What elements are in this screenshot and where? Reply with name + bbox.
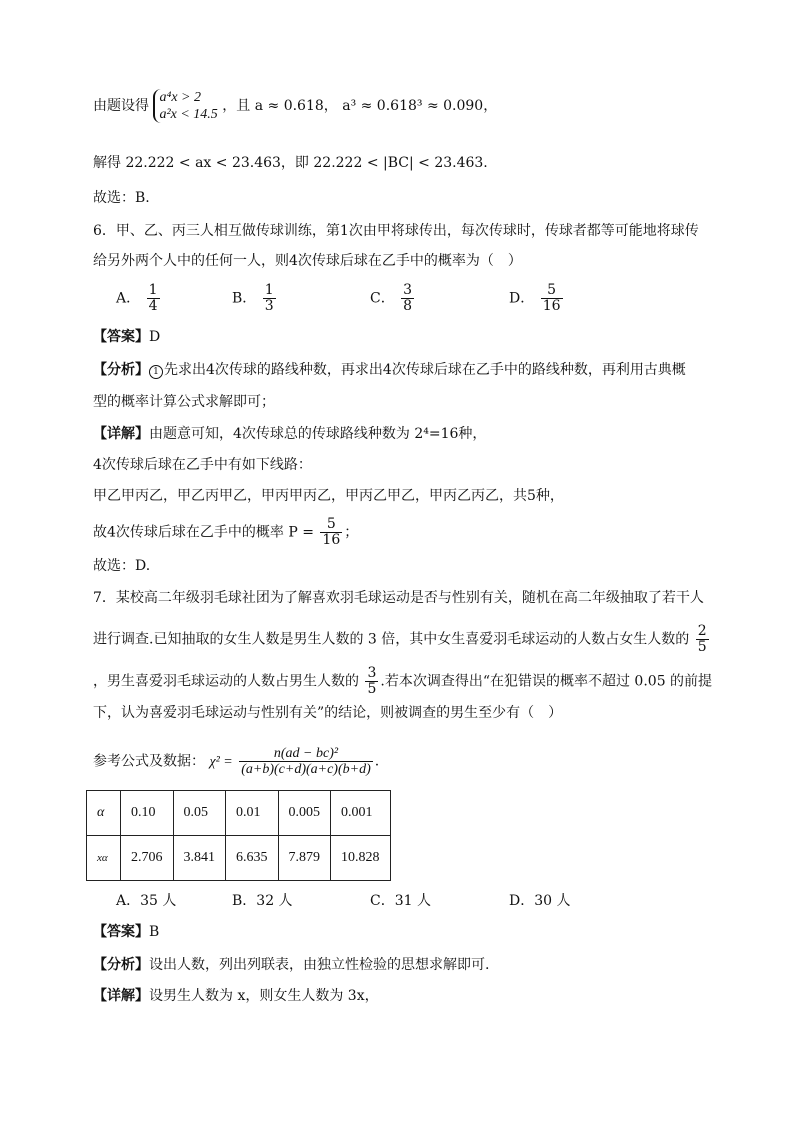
analysis-tag: 【分析】	[93, 362, 149, 378]
detail-tag: 【详解】	[93, 988, 149, 1004]
q5-choose: 故选：B.	[93, 190, 150, 206]
option-fraction: $\frac{1}{3}$	[264, 282, 274, 314]
q6-option-b	[232, 283, 278, 314]
detail-text: 设男生人数为 x，则女生人数为 3x，	[149, 988, 379, 1004]
table-cell: 0.001	[331, 791, 391, 836]
chi-square-fraction: $\frac{\text{n(ad − bc)²}}{(a+b)(c+d)(a+c)(b+d)}$	[241, 746, 371, 777]
q7-formula	[93, 746, 379, 777]
answer-tag: 【答案】	[93, 329, 149, 345]
analysis-tag: 【分析】	[93, 957, 149, 973]
table-cell: 3.841	[173, 836, 226, 881]
q5-system-line	[93, 89, 497, 123]
q7-detail	[93, 986, 379, 1006]
q7-option-d: D．30 人	[509, 893, 571, 909]
table-cell: 0.05	[173, 791, 226, 836]
stem-text: .若本次调查得出“在犯错误的概率不超过 0.05 的前提	[380, 673, 713, 690]
table-cell: 0.005	[278, 791, 331, 836]
option-fraction: $\frac{3}{8}$	[403, 282, 413, 314]
q5-intro: 由题设得	[93, 98, 149, 114]
option-fraction: $\frac{5}{16}$	[542, 282, 561, 314]
q6-stem-line-2: 给另外两个人中的任何一人，则4次传球后球在乙手中的概率为（ ）	[93, 253, 522, 269]
q5-sys-line-1: a⁴x > 2	[159, 90, 201, 105]
q6-answer	[93, 327, 160, 347]
detail-tag: 【详解】	[93, 426, 149, 442]
q6-option-a	[116, 283, 162, 314]
table-cell: 6.635	[226, 836, 279, 881]
table-cell: 7.879	[278, 836, 331, 881]
q7-option-c: C．31 人	[370, 893, 431, 909]
q6-analysis-line-2: 型的概率计算公式求解即可；	[93, 394, 275, 410]
option-label: B．	[232, 290, 257, 307]
answer-value: B	[149, 924, 160, 940]
option-label: C．	[370, 290, 395, 307]
critical-value-table	[86, 790, 391, 881]
q6-detail-line-4	[93, 517, 358, 548]
q6-option-c	[370, 283, 416, 314]
table-cell: 0.01	[226, 791, 279, 836]
q7-answer	[93, 922, 159, 942]
table-row	[87, 791, 391, 836]
table-cell: 2.706	[121, 836, 174, 881]
table-row	[87, 836, 391, 881]
q6-option-d	[509, 283, 565, 314]
q7-option-b: B．32 人	[232, 893, 293, 909]
formula-lhs: χ² =	[209, 754, 233, 770]
detail-text-end: ；	[344, 524, 359, 541]
analysis-text: 先求出4次传球的路线种数，再求出4次传球后球在乙手中的路线种数，再利用古典概	[164, 362, 686, 378]
table-cell: 0.10	[121, 791, 174, 836]
q6-detail-line-1	[93, 424, 486, 444]
q7-stem-line-3	[93, 666, 712, 697]
probability-fraction: $\frac{5}{16}$	[322, 516, 341, 548]
analysis-text: 设出人数，列出列联表，由独立性检验的思想求解即可.	[149, 957, 490, 973]
answer-value: D	[149, 329, 161, 345]
q6-detail-line-2: 4次传球后球在乙手中有如下线路：	[93, 457, 312, 473]
q7-option-a: A．35 人	[116, 893, 177, 909]
q6-analysis-line-1	[93, 360, 686, 380]
q5-condition: ，且 a ≈ 0.618， a³ ≈ 0.618³ ≈ 0.090，	[222, 98, 498, 114]
fraction-three-fifths: $\frac{3}{5}$	[367, 665, 377, 697]
q6-stem-line-1: 6．甲、乙、丙三人相互做传球训练，第1次由甲将球传出，每次传球时，传球者都等可能地将球传	[93, 223, 699, 239]
q7-stem-line-2	[93, 624, 711, 655]
stem-text: ，男生喜爱羽毛球运动的人数占男生人数的	[93, 673, 359, 690]
option-fraction: $\frac{1}{4}$	[148, 282, 158, 314]
q5-inequality-system	[153, 89, 217, 123]
q5-sys-line-2: a²x < 14.5	[159, 107, 218, 122]
detail-text: 由题意可知，4次传球总的传球路线种数为 2⁴=16种，	[149, 426, 487, 442]
q7-analysis	[93, 955, 489, 975]
stem-text: 进行调查.已知抽取的女生人数是男生人数的 3 倍，其中女生喜爱羽毛球运动的人数占女生人数的	[93, 631, 690, 648]
option-label: D．	[509, 290, 535, 307]
circled-number: 1	[149, 365, 163, 379]
answer-tag: 【答案】	[93, 924, 149, 940]
table-cell: xα	[87, 836, 121, 881]
formula-end: .	[374, 753, 380, 770]
q5-solve: 解得 22.222 < ax < 23.463，即 22.222 < |BC| < 23.463.	[93, 155, 488, 171]
table-cell: 10.828	[331, 836, 391, 881]
option-label: A．	[116, 290, 141, 307]
detail-text: 故4次传球后球在乙手中的概率 P =	[93, 524, 314, 541]
q7-stem-line-4: 下，认为喜爱羽毛球运动与性别有关”的结论，则被调查的男生至少有（ ）	[93, 705, 563, 721]
formula-intro: 参考公式及数据：	[93, 753, 205, 770]
q7-stem-line-1: 7．某校高二年级羽毛球社团为了解喜欢羽毛球运动是否与性别有关，随机在高二年级抽取了若干人	[93, 590, 704, 606]
fraction-two-fifths: $\frac{2}{5}$	[697, 623, 707, 655]
table-cell: α	[87, 791, 121, 836]
q6-choose: 故选：D.	[93, 558, 151, 574]
q6-detail-line-3: 甲乙甲丙乙，甲乙丙甲乙，甲丙甲丙乙，甲丙乙甲乙，甲丙乙丙乙，共5种，	[93, 488, 564, 504]
